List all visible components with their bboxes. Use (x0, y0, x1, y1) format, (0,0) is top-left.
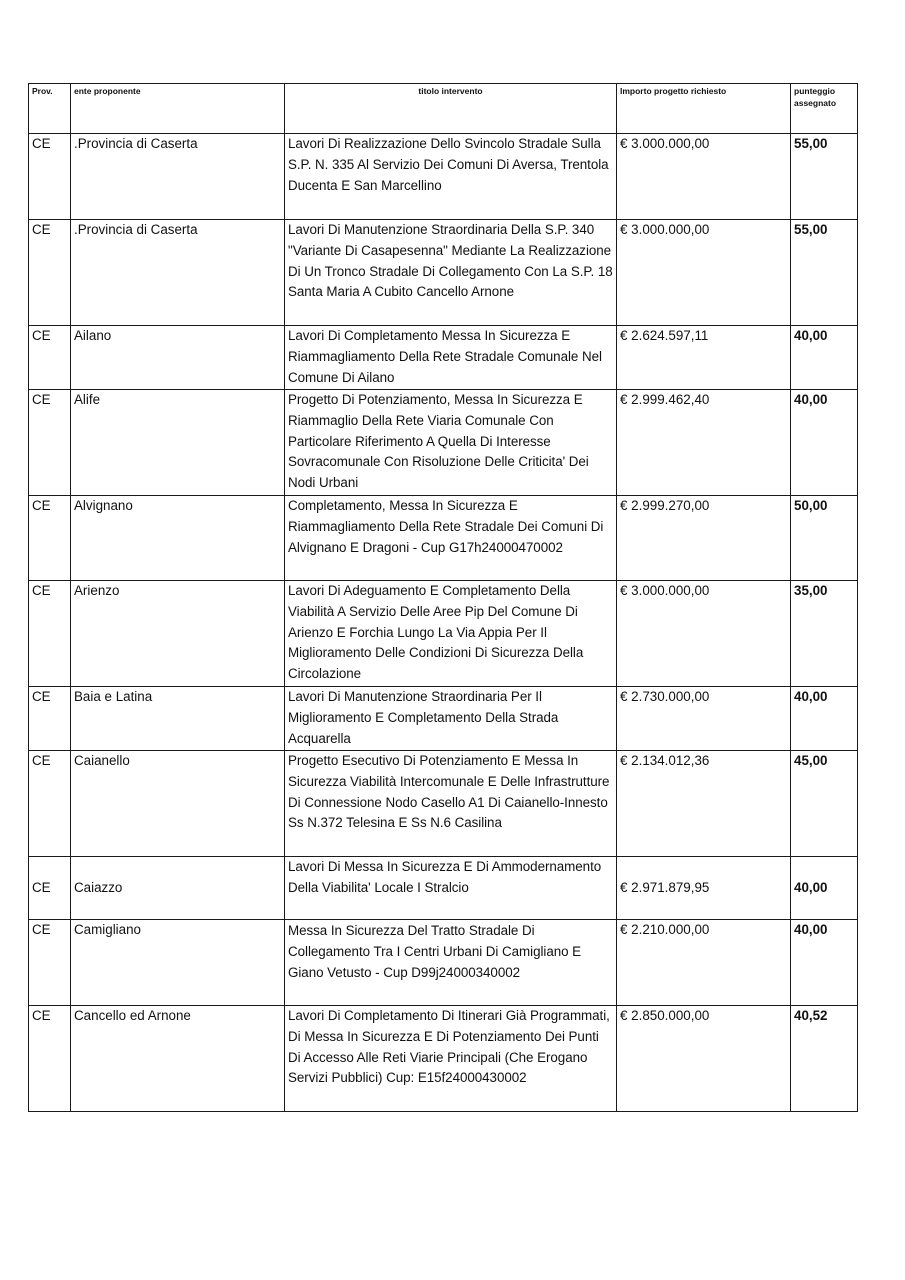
cell-importo: € 3.000.000,00 (617, 581, 791, 687)
cell-punteggio: 40,00 (791, 920, 858, 1006)
cell-importo: € 3.000.000,00 (617, 134, 791, 220)
cell-ente: Arienzo (71, 581, 285, 687)
cell-titolo: Lavori Di Messa In Sicurezza E Di Ammodernamento Della Viabilita' Locale I Stralcio (285, 857, 617, 920)
table-row (29, 134, 858, 220)
cell-importo: € 2.624.597,11 (617, 326, 791, 390)
table-row (29, 220, 858, 326)
table-row (29, 920, 858, 1006)
funding-ranking-table (28, 83, 858, 1112)
table-row (29, 857, 858, 920)
cell-ente: Caiazzo (71, 857, 285, 920)
cell-importo: € 2.730.000,00 (617, 687, 791, 751)
cell-importo: € 2.999.270,00 (617, 496, 791, 581)
cell-importo: € 2.210.000,00 (617, 920, 791, 1006)
cell-prov: CE (29, 857, 71, 920)
cell-ente: Caianello (71, 751, 285, 857)
cell-punteggio: 40,00 (791, 390, 858, 496)
table-row (29, 390, 858, 496)
cell-titolo: Progetto Di Potenziamento, Messa In Sicurezza E Riammaglio Della Rete Viaria Comunale Con Particolare Riferimento A Quella Di Interesse Sovracomunale Con Risoluzione Delle Criticita' Dei Nodi Urbani (285, 390, 617, 496)
table-row (29, 751, 858, 857)
cell-titolo: Completamento, Messa In Sicurezza E Riammagliamento Della Rete Stradale Dei Comuni Di Alvignano E Dragoni - Cup G17h24000470002 (285, 496, 617, 581)
cell-punteggio: 55,00 (791, 134, 858, 220)
cell-prov: CE (29, 920, 71, 1006)
header-ente-proponente: ente proponente (71, 84, 285, 134)
cell-ente: .Provincia di Caserta (71, 134, 285, 220)
cell-titolo: Lavori Di Manutenzione Straordinaria Della S.P. 340 "Variante Di Casapesenna" Mediante La Realizzazione Di Un Tronco Stradale Di Collegamento Con La S.P. 18 Santa Maria A Cubito Cancello Arnone (285, 220, 617, 326)
cell-prov: CE (29, 1006, 71, 1112)
table-row (29, 326, 858, 390)
cell-punteggio: 35,00 (791, 581, 858, 687)
cell-titolo: Lavori Di Manutenzione Straordinaria Per Il Miglioramento E Completamento Della Strada Acquarella (285, 687, 617, 751)
table-header-row (29, 84, 858, 134)
cell-ente: .Provincia di Caserta (71, 220, 285, 326)
cell-ente: Camigliano (71, 920, 285, 1006)
cell-prov: CE (29, 326, 71, 390)
cell-ente: Baia e Latina (71, 687, 285, 751)
cell-importo: € 2.999.462,40 (617, 390, 791, 496)
cell-punteggio: 50,00 (791, 496, 858, 581)
cell-importo: € 3.000.000,00 (617, 220, 791, 326)
cell-titolo: Lavori Di Adeguamento E Completamento Della Viabilità A Servizio Delle Aree Pip Del Comune Di Arienzo E Forchia Lungo La Via Appia Per Il Miglioramento Delle Condizioni Di Sicurezza Della Circolazione (285, 581, 617, 687)
cell-titolo: Lavori Di Completamento Di Itinerari Già Programmati, Di Messa In Sicurezza E Di Potenziamento Dei Punti Di Accesso Alle Reti Viarie Principali (Che Erogano Servizi Pubblici) Cup: E15f24000430002 (285, 1006, 617, 1112)
cell-punteggio: 40,52 (791, 1006, 858, 1112)
header-prov: Prov. (29, 84, 71, 134)
cell-punteggio: 40,00 (791, 857, 858, 920)
cell-punteggio: 55,00 (791, 220, 858, 326)
cell-titolo: Progetto Esecutivo Di Potenziamento E Messa In Sicurezza Viabilità Intercomunale E Delle Infrastrutture Di Connessione Nodo Casello A1 Di Caianello-Innesto Ss N.372 Telesina E Ss N.6 Casilina (285, 751, 617, 857)
header-punteggio: punteggio assegnato (791, 84, 858, 134)
table-row (29, 1006, 858, 1112)
cell-importo: € 2.134.012,36 (617, 751, 791, 857)
cell-prov: CE (29, 390, 71, 496)
cell-ente: Ailano (71, 326, 285, 390)
cell-punteggio: 45,00 (791, 751, 858, 857)
cell-prov: CE (29, 687, 71, 751)
cell-importo: € 2.850.000,00 (617, 1006, 791, 1112)
cell-titolo: Lavori Di Realizzazione Dello Svincolo Stradale Sulla S.P. N. 335 Al Servizio Dei Comuni Di Aversa, Trentola Ducenta E San Marcellino (285, 134, 617, 220)
cell-prov: CE (29, 220, 71, 326)
cell-ente: Alvignano (71, 496, 285, 581)
cell-prov: CE (29, 751, 71, 857)
cell-punteggio: 40,00 (791, 687, 858, 751)
table-row (29, 496, 858, 581)
cell-prov: CE (29, 134, 71, 220)
cell-prov: CE (29, 581, 71, 687)
cell-importo: € 2.971.879,95 (617, 857, 791, 920)
cell-ente: Alife (71, 390, 285, 496)
table-row (29, 687, 858, 751)
table-row (29, 581, 858, 687)
header-titolo-intervento: titolo intervento (285, 84, 617, 134)
cell-ente: Cancello ed Arnone (71, 1006, 285, 1112)
cell-titolo: Messa In Sicurezza Del Tratto Stradale Di Collegamento Tra I Centri Urbani Di Camigliano E Giano Vetusto - Cup D99j24000340002 (285, 920, 617, 1006)
header-importo: Importo progetto richiesto (617, 84, 791, 134)
cell-titolo: Lavori Di Completamento Messa In Sicurezza E Riammagliamento Della Rete Stradale Comunale Nel Comune Di Ailano (285, 326, 617, 390)
cell-punteggio: 40,00 (791, 326, 858, 390)
cell-prov: CE (29, 496, 71, 581)
